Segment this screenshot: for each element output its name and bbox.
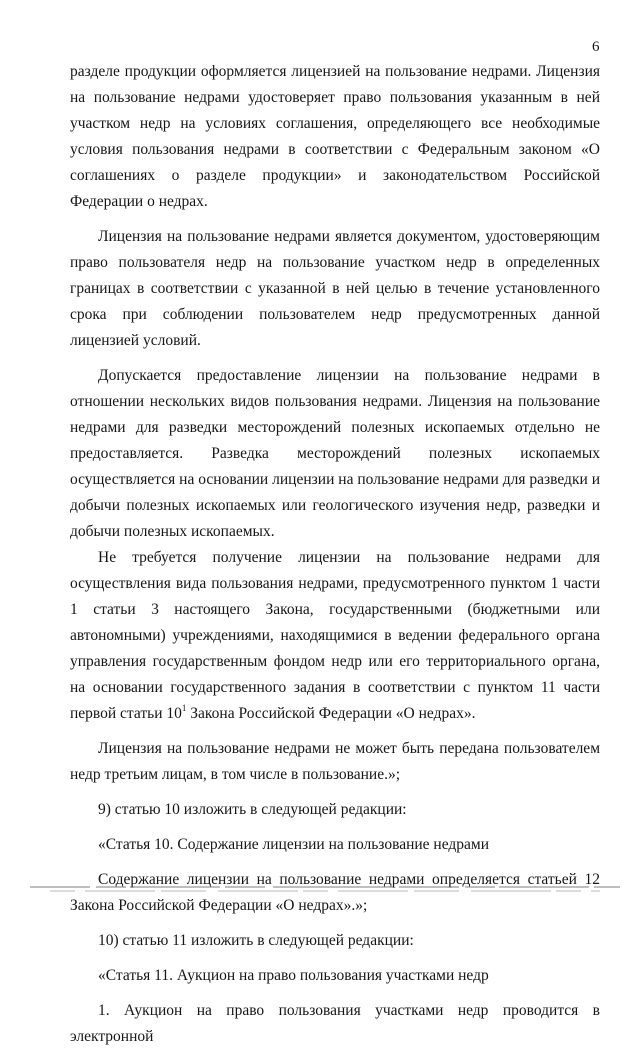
paragraph-continuation: разделе продукции оформляется лицензией на пользование недрами. Лицензия на пользование недрами удостоверяет право пользования указанным в ней участком недр на условиях соглашения, определяющего все необходимые условия пользования недрами в соответствии с Федеральным законом «О соглашениях о разделе продукции» и законодательством Российской Федерации о недрах. [70, 63, 600, 210]
article-10-content: Содержание лицензии на пользование недрами определяется статьей 12 Закона Российской Федерации «О недрах».»; [70, 871, 600, 914]
article-10-title: «Статья 10. Содержание лицензии на пользование недрами [98, 836, 490, 853]
amendment-item-10: 10) статью 11 изложить в следующей редакции: [98, 932, 414, 949]
page-number: 6 [592, 39, 600, 55]
footnote-superscript: 1 [181, 703, 187, 713]
document-body [70, 59, 600, 1050]
paragraph-not-required-tail: Закона Российской Федерации «О недрах». [186, 705, 476, 722]
paragraph-not-required-main: Не требуется получение лицензии на пользование недрами для осуществления вида пользования недрами, предусмотренного пунктом 1 части 1 статьи 3 настоящего Закона, государственными (бюджетными или автономными) учреждениями, находящимися в ведении федерального органа управления государственным фондом недр или его территориального органа, на основании государственного задания в соответствии с пунктом 11 части первой статьи 10 [70, 549, 600, 722]
amendment-item-9: 9) статью 10 изложить в следующей редакции: [98, 801, 407, 818]
article-11-item-1: 1. Аукцион на право пользования участками недр проводится в электронной [70, 1002, 600, 1045]
paragraph-license-document: Лицензия на пользование недрами является документом, удостоверяющим право пользователя недр на пользование участком недр в определенных границах в соответствии с указанной в ней целью в течение установленного срока при соблюдении пользователем недр предусмотренных данной лицензией условий. [70, 228, 600, 349]
scan-artifact-lines [30, 884, 620, 894]
paragraph-not-required [70, 545, 600, 727]
paragraph-no-transfer: Лицензия на пользование недрами не может быть передана пользователем недр третьим лицам, в том числе в пользование.»; [70, 740, 600, 783]
article-11-title: «Статья 11. Аукцион на право пользования участками недр [98, 967, 489, 984]
paragraph-multiple-uses: Допускается предоставление лицензии на пользование недрами в отношении нескольких видов пользования недрами. Лицензия на пользование недрами для разведки месторождений полезных ископаемых отдельно не предоставляется. Разведка месторождений полезных ископаемых осуществляется на основании лицензии на пользование недрами для разведки и добычи полезных ископаемых или геологического изучения недр, разведки и добычи полезных ископаемых. [70, 367, 600, 540]
